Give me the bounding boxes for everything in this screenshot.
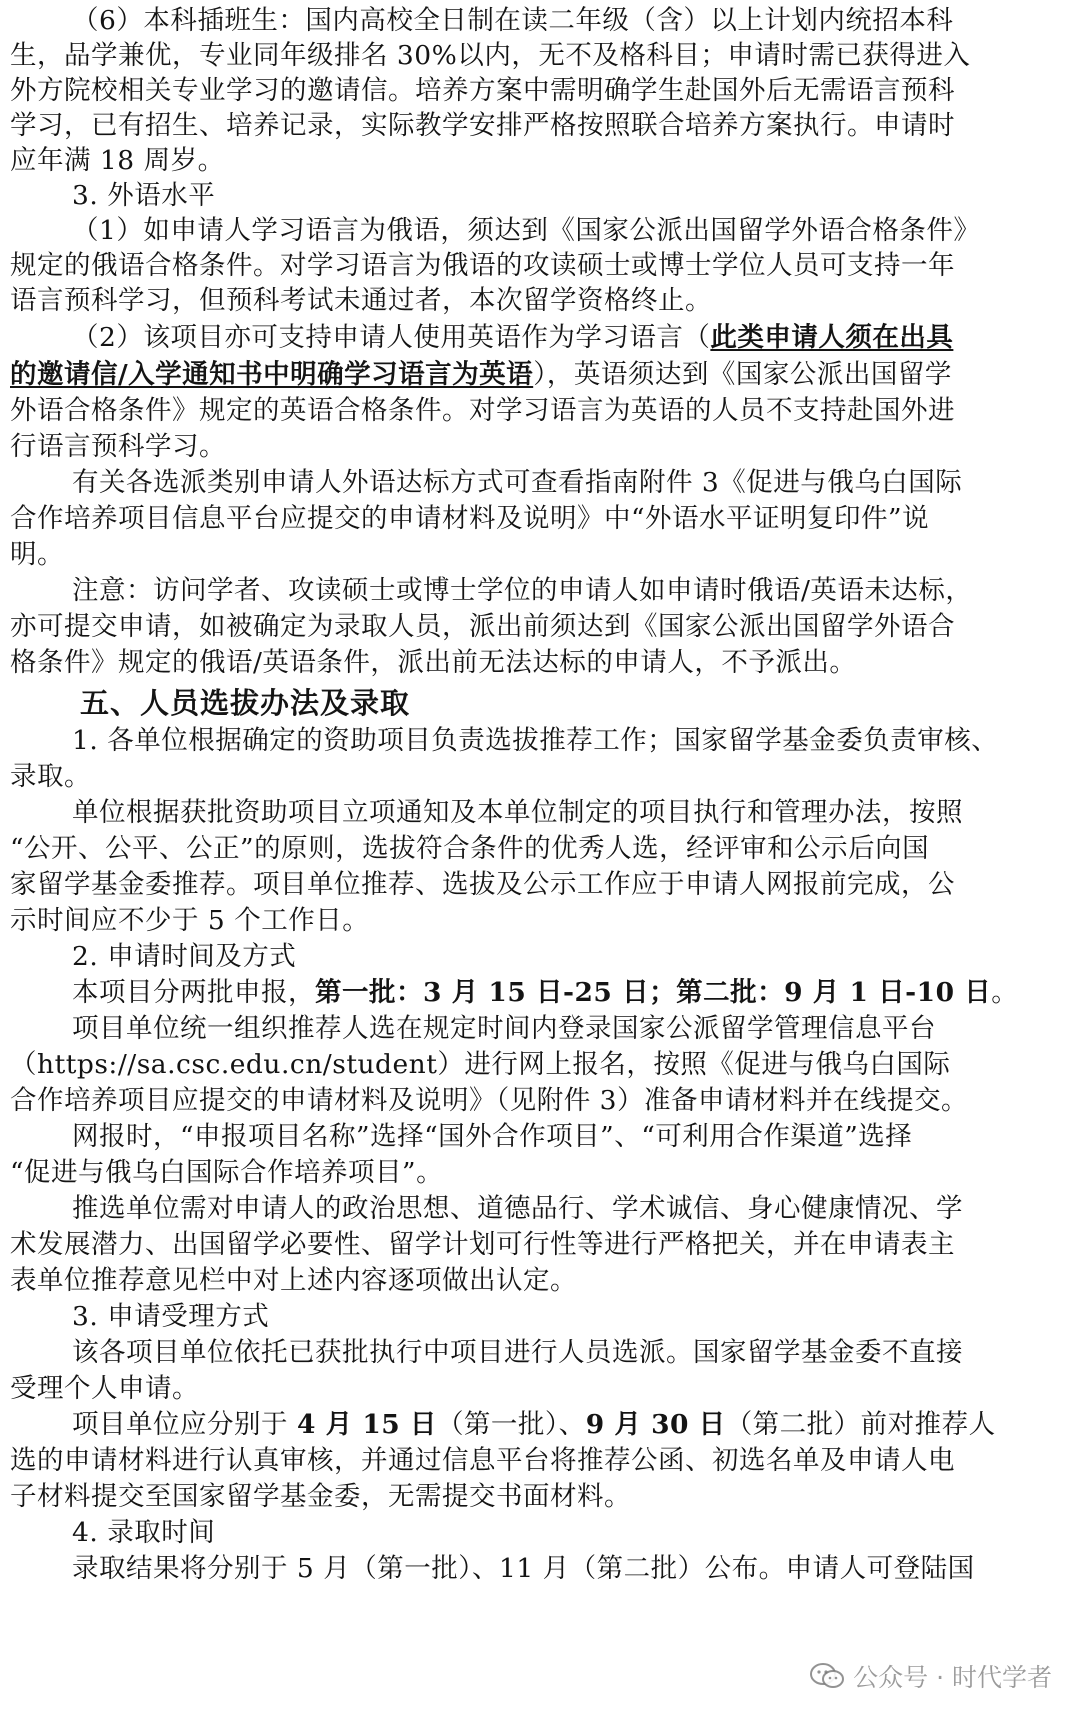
paragraph-line: 语言预科学习，但预科考试未通过者，本次留学资格终止。 (10, 285, 712, 316)
paragraph-line: 术发展潜力、出国留学必要性、留学计划可行性等进行严格把关，并在申请表主 (10, 1229, 955, 1260)
paragraph-line: 生，品学兼优，专业同年级排名 30%以内，无不及格科目；申请时需已获得进入 (10, 40, 971, 71)
emphasis-bold: 4 月 15 日 (296, 1409, 437, 1440)
text-span: （第二批）前对推荐人 (725, 1409, 996, 1440)
paragraph-line: “促进与俄乌白国际合作培养项目”。 (10, 1157, 444, 1188)
emphasis-underline: 的邀请信/入学通知书中明确学习语言为英语 (10, 359, 534, 390)
paragraph-line: 单位根据获批资助项目立项通知及本单位制定的项目执行和管理办法，按照 (72, 797, 963, 828)
paragraph-line: 1. 各单位根据确定的资助项目负责选拔推荐工作；国家留学基金委负责审核、 (72, 725, 999, 756)
section-subheading: 3. 外语水平 (72, 180, 216, 211)
paragraph-line: 外方院校相关专业学习的邀请信。培养方案中需明确学生赴国外后无需语言预科 (10, 75, 955, 106)
paragraph-line: 网报时，“申报项目名称”选择“国外合作项目”、“可利用合作渠道”选择 (72, 1121, 913, 1152)
paragraph-line (72, 974, 1018, 1012)
paragraph-line (72, 319, 953, 357)
paragraph-line: 项目单位统一组织推荐人选在规定时间内登录国家公派留学管理信息平台 (72, 1013, 936, 1044)
paragraph-line: 表单位推荐意见栏中对上述内容逐项做出认定。 (10, 1265, 577, 1296)
paragraph-line (10, 356, 952, 394)
paragraph-line: 该各项目单位依托已获批执行中项目进行人员选派。国家留学基金委不直接 (72, 1337, 963, 1368)
text-span: ），英语须达到《国家公派出国留学 (533, 359, 952, 390)
paragraph-line: 规定的俄语合格条件。对学习语言为俄语的攻读硕士或博士学位人员可支持一年 (10, 250, 955, 281)
paragraph-line (72, 1406, 996, 1444)
paragraph-line: 合作培养项目信息平台应提交的申请材料及说明》中“外语水平证明复印件”说 (10, 503, 930, 534)
paragraph-line: 录取结果将分别于 5 月（第一批）、11 月（第二批）公布。申请人可登陆国 (72, 1553, 975, 1584)
paragraph-line: 学习，已有招生、培养记录，实际教学安排严格按照联合培养方案执行。申请时 (10, 110, 955, 141)
watermark (803, 1656, 1058, 1696)
section-heading: 五、人员选拔办法及录取 (80, 686, 411, 720)
paragraph-line: “公开、公平、公正”的原则，选拔符合条件的优秀人选，经评审和公示后向国 (10, 833, 930, 864)
paragraph-line: 推选单位需对申请人的政治思想、道德品行、学术诚信、身心健康情况、学 (72, 1193, 963, 1224)
paragraph-line: 格条件》规定的俄语/英语条件，派出前无法达标的申请人，不予派出。 (10, 647, 857, 678)
paragraph-line: 选的申请材料进行认真审核，并通过信息平台将推荐公函、初选名单及申请人电 (10, 1445, 955, 1476)
text-span: （第一批）、 (436, 1409, 586, 1440)
section-subheading: 4. 录取时间 (72, 1517, 216, 1548)
paragraph-line: 行语言预科学习。 (10, 431, 226, 462)
emphasis-bold: 9 月 30 日 (585, 1409, 726, 1440)
paragraph-line: 有关各选派类别申请人外语达标方式可查看指南附件 3《促进与俄乌白国际 (72, 467, 963, 498)
paragraph-line: 示时间应不少于 5 个工作日。 (10, 905, 370, 936)
watermark-text: 公众号 · 时代学者 (853, 1663, 1052, 1692)
emphasis-bold: 第一批：3 月 15 日-25 日；第二批：9 月 1 日-10 日 (315, 977, 992, 1008)
paragraph-line: （1）如申请人学习语言为俄语，须达到《国家公派出国留学外语合格条件》 (72, 215, 981, 246)
paragraph-line: 应年满 18 周岁。 (10, 145, 225, 176)
paragraph-line: 录取。 (10, 761, 91, 792)
text-span: 。 (991, 977, 1019, 1008)
text-span: 项目单位应分别于 (72, 1409, 297, 1440)
paragraph-line: 受理个人申请。 (10, 1373, 199, 1404)
wechat-icon (809, 1662, 845, 1690)
paragraph-line: （https://sa.csc.edu.cn/student）进行网上报名，按照《促进与俄乌白国际 (10, 1049, 951, 1080)
emphasis-underline: 此类申请人须在出具 (710, 322, 954, 353)
text-span: 本项目分两批申报， (72, 977, 315, 1008)
paragraph-line: 明。 (10, 539, 64, 570)
paragraph-line: 外语合格条件》规定的英语合格条件。对学习语言为英语的人员不支持赴国外进 (10, 395, 955, 426)
section-subheading: 3. 申请受理方式 (72, 1301, 270, 1332)
paragraph-line: 亦可提交申请，如被确定为录取人员，派出前须达到《国家公派出国留学外语合 (10, 611, 955, 642)
paragraph-line: 注意：访问学者、攻读硕士或博士学位的申请人如申请时俄语/英语未达标， (72, 575, 973, 606)
paragraph-line: 家留学基金委推荐。项目单位推荐、选拔及公示工作应于申请人网报前完成，公 (10, 869, 955, 900)
text-span: （2）该项目亦可支持申请人使用英语作为学习语言（ (72, 322, 711, 353)
paragraph-line: 子材料提交至国家留学基金委，无需提交书面材料。 (10, 1481, 631, 1512)
paragraph-line: （6）本科插班生：国内高校全日制在读二年级（含）以上计划内统招本科 (72, 5, 954, 36)
paragraph-line: 合作培养项目应提交的申请材料及说明》（见附件 3）准备申请材料并在线提交。 (10, 1085, 969, 1116)
section-subheading: 2. 申请时间及方式 (72, 941, 297, 972)
